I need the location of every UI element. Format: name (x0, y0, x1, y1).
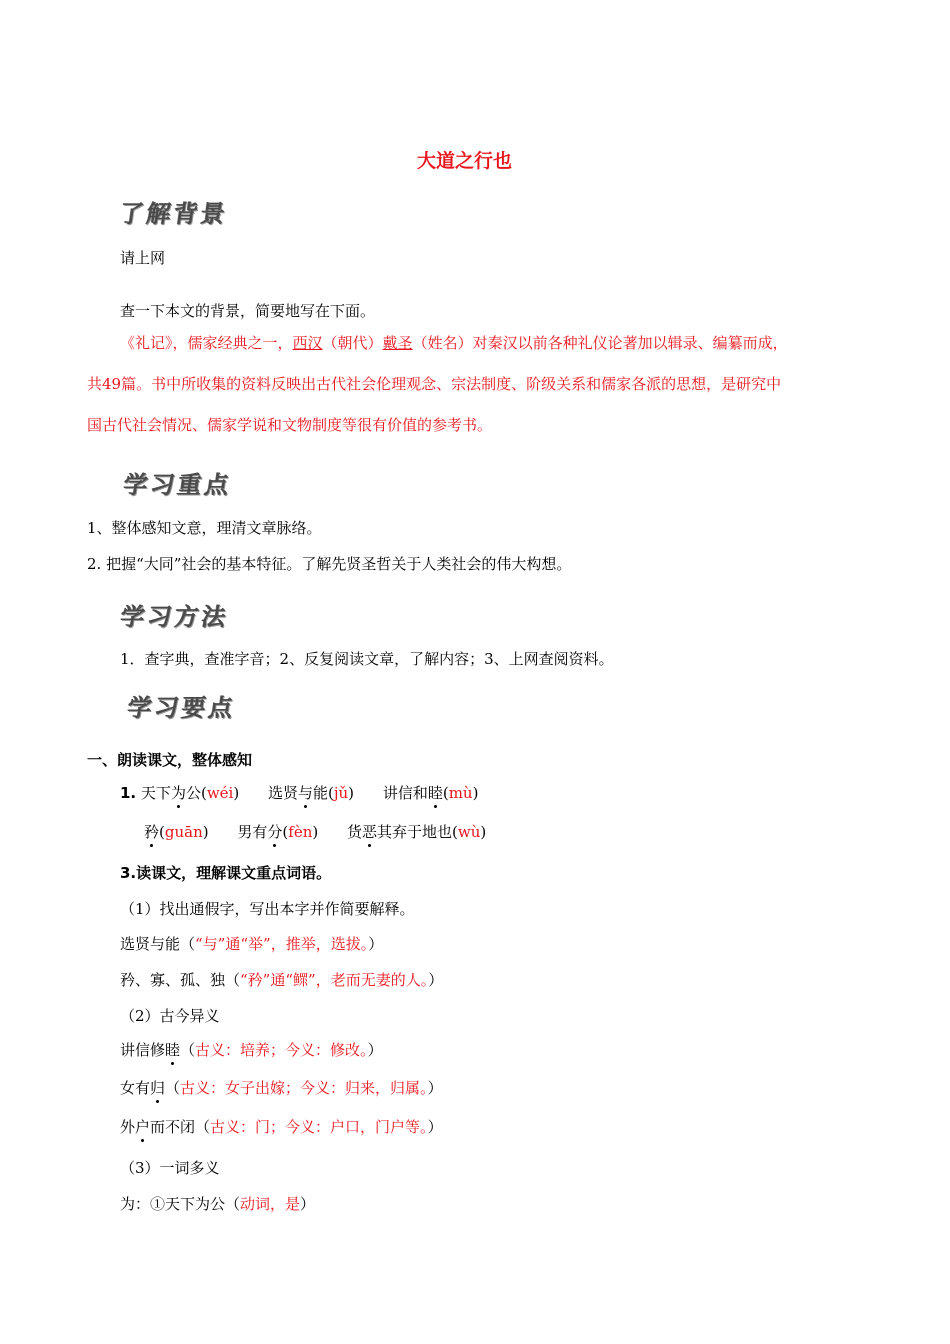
text-segment: 天下 (140, 784, 171, 802)
dotted-character: 睦 (427, 784, 443, 802)
sub-heading-3: （3）一词多义 (120, 1159, 220, 1177)
pinyin-row-1 (120, 783, 478, 803)
gujin-item-1 (120, 1040, 383, 1060)
pinyin-answer: wéi (206, 784, 234, 802)
dotted-character: 户 (135, 1118, 151, 1136)
text-segment: 能( (313, 784, 334, 802)
pinyin-answer: wù (457, 823, 481, 841)
focus-item-2: 2. 把握“大同”社会的基本特征。了解先贤圣哲关于人类社会的伟大构想。 (87, 555, 572, 573)
text-segment: ） (427, 1118, 443, 1136)
text-segment: 讲信和 (382, 784, 428, 802)
answer-text: 古义：培养；今义：修改。 (195, 1041, 368, 1059)
gujin-item-2 (120, 1078, 443, 1098)
text-segment: （ (180, 1041, 196, 1059)
pinyin-row-2 (144, 822, 486, 842)
text-segment: 讲信修 (120, 1041, 166, 1059)
text-segment: 而不闭（ (150, 1118, 211, 1136)
tongjia-item-1 (120, 934, 383, 954)
answer-text: 动词，是 (240, 1195, 301, 1213)
author-answer: 戴圣 (382, 334, 413, 352)
text-segment: ) (312, 823, 319, 841)
text-segment: 选贤 (267, 784, 298, 802)
part-1-heading: 一、朗读课文，整体感知 (87, 751, 253, 769)
background-paragraph-line-1 (120, 333, 788, 353)
background-paragraph-line-3: 国古代社会情况、儒家学说和文物制度等很有价值的参考书。 (87, 416, 493, 434)
dotted-character: 为 (170, 784, 186, 802)
text-segment: ) (202, 823, 209, 841)
answer-text: 古义：门；今义：户口，门户等。 (210, 1118, 428, 1136)
answer-text: 古义：女子出嫁；今义：归来，归属。 (180, 1079, 428, 1097)
dynasty-answer: 西汉 (292, 334, 323, 352)
text-segment: （朝代） (322, 334, 383, 352)
section-heading-focus: 学习重点 (121, 470, 234, 499)
text-segment: ( (159, 823, 165, 841)
text-segment: 货 (347, 823, 363, 841)
text-segment: 公( (185, 784, 207, 802)
gujin-item-3 (120, 1117, 443, 1137)
text-segment: ) (480, 823, 487, 841)
text-segment: ） (368, 935, 384, 953)
tongjia-item-2 (120, 970, 443, 990)
text-segment: 为：①天下为公（ (120, 1195, 241, 1213)
duoyi-item-1 (120, 1194, 315, 1214)
text-segment: 男有 (237, 823, 268, 841)
text-segment: ( (442, 784, 449, 802)
text-segment: ） (300, 1195, 316, 1213)
dotted-character: 与 (297, 784, 313, 802)
pinyin-answer: jǔ (333, 784, 349, 802)
dotted-character: 矜 (144, 823, 160, 841)
background-line-1: 请上网 (120, 249, 166, 267)
background-paragraph-line-2: 共49篇。书中所收集的资料反映出古代社会伦理观念、宗法制度、阶级关系和儒家各派的思想，是研究中 (87, 375, 782, 393)
background-line-2: 查一下本文的背景，简要地写在下面。 (120, 302, 376, 320)
text-segment: ) (233, 784, 240, 802)
text-segment: 其弃于地也( (377, 823, 458, 841)
text-segment: ) (348, 784, 355, 802)
dotted-character: 恶 (362, 823, 378, 841)
text-segment: （ (165, 1079, 181, 1097)
focus-item-1: 1、整体感知文意，理清文章脉络。 (87, 519, 322, 537)
text-segment: 矜、寡、孤、独（ (120, 971, 241, 989)
text-segment: ） (428, 971, 444, 989)
text-segment: 选贤与能（ (120, 935, 196, 953)
text-segment: 女有 (120, 1079, 151, 1097)
pinyin-answer: fèn (288, 823, 313, 841)
text-segment: （姓名）对秦汉以前各种礼仪论著加以辑录、编纂而成， (412, 334, 788, 352)
dotted-character: 归 (150, 1079, 166, 1097)
page-title: 大道之行也 (417, 150, 513, 172)
answer-text: “与”通“举”，推举，选拔。 (195, 935, 369, 953)
section-heading-points: 学习要点 (125, 693, 238, 722)
section-heading-method: 学习方法 (118, 602, 231, 631)
part-3-heading: 3.读课文，理解课文重点词语。 (120, 864, 332, 882)
sub-heading-2: （2）古今异义 (120, 1007, 220, 1025)
section-heading-background: 了解背景 (117, 199, 230, 228)
text-segment: ） (367, 1041, 383, 1059)
dotted-character: 分 (267, 823, 283, 841)
text-segment: ( (282, 823, 289, 841)
method-item-1: 1．查字典，查准字音；2、反复阅读文章，了解内容；3、上网查阅资料。 (120, 650, 614, 668)
sub-heading-1: （1）找出通假字，写出本字并作简要解释。 (120, 900, 415, 918)
text-segment: ） (427, 1079, 443, 1097)
text-segment: 外 (120, 1118, 136, 1136)
answer-text: “矜”通“鳏”，老而无妻的人。 (240, 971, 429, 989)
dotted-character: 睦 (165, 1041, 181, 1059)
pinyin-answer: guān (164, 823, 203, 841)
text-segment: 《礼记》，儒家经典之一， (120, 334, 293, 352)
text-segment: ) (472, 784, 479, 802)
pinyin-answer: mù (448, 784, 473, 802)
item-number: 1. (120, 784, 137, 802)
